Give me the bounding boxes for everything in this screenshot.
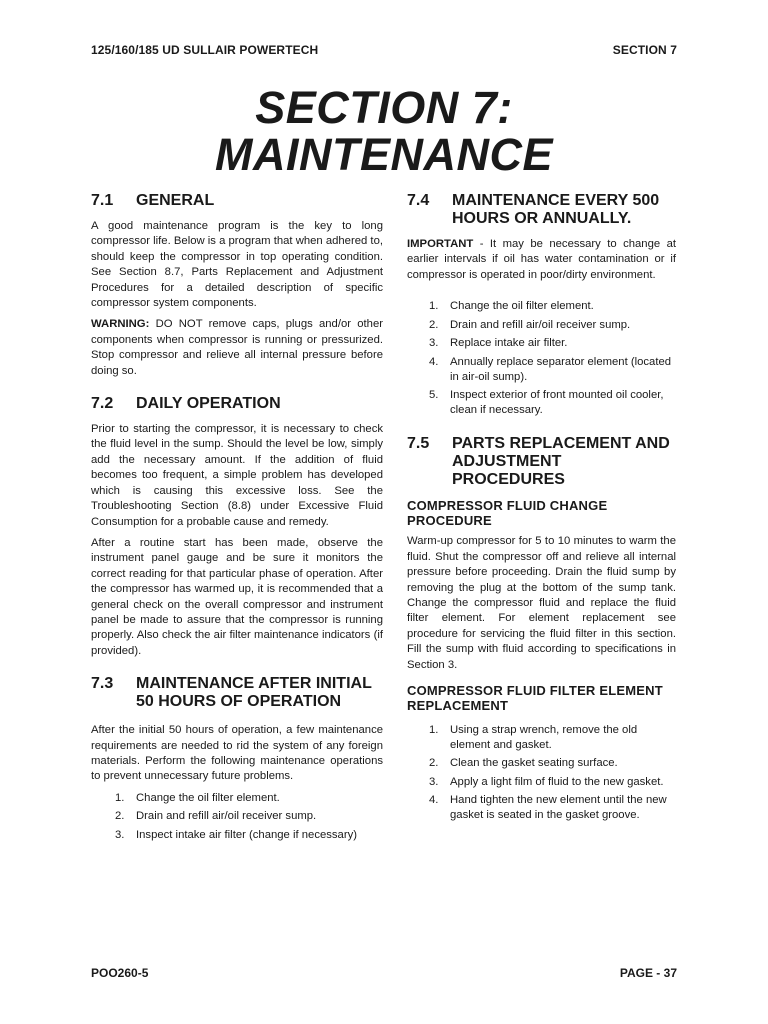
list-item <box>111 809 383 824</box>
list-item-number: 2. <box>115 810 125 823</box>
list-item <box>111 828 383 843</box>
important-label: IMPORTANT <box>407 238 474 250</box>
section-7-3 <box>91 675 383 842</box>
section-heading <box>91 675 383 711</box>
paragraph: After a routine start has been made, observe the instrument panel gauge and be sure it monitors the correct reading for that particular phase of operation. After the compressor has warmed up, it is recommended that a general check on the overall compressor and instrument panel be made to assure that the compressor is running properly. Also check the air filter maintenance indicators (if provided). <box>91 536 383 657</box>
list-item <box>425 355 676 384</box>
list-item-number: 3. <box>429 337 439 350</box>
list-item <box>425 318 676 333</box>
left-column <box>91 192 383 847</box>
page-title-line2: MAINTENANCE <box>215 129 553 180</box>
list-item-text: Drain and refill air/oil receiver sump. <box>136 810 317 823</box>
section-7-1 <box>91 192 383 379</box>
section-7-5 <box>407 435 676 822</box>
list-item <box>425 388 676 417</box>
list-item <box>425 336 676 351</box>
list-item-text: Drain and refill air/oil receiver sump. <box>450 318 631 331</box>
list-item-number: 5. <box>429 389 439 402</box>
footer-page-number: PAGE - 37 <box>619 966 677 980</box>
list-item-number: 1. <box>429 300 439 313</box>
section-heading <box>91 395 383 413</box>
right-column <box>407 192 676 827</box>
page-title <box>0 84 768 178</box>
paragraph: Warm-up compressor for 5 to 10 minutes to warm the fluid. Shut the compressor off and relieve all internal pressure before proceeding. Drain the fluid sump by removing the plug at the bottom of the sump tank. Change the compressor fluid and replace the fluid filter element. For element replacement see procedure for servicing the fluid filter in this section. Fill the sump with fluid according to specifications in Section 3. <box>407 535 676 671</box>
paragraph: Prior to starting the compressor, it is necessary to check the fluid level in the sump. Should the level be low, simply add the necessary amount. If the addition of fluid becomes too frequent, a simple problem has developed which is causing this excessive loss. See the Troubleshooting Section (8.8) under Excessive Fluid Consumption for a probable cause and remedy. <box>91 423 383 528</box>
section-heading <box>407 192 676 228</box>
list-item <box>425 756 676 771</box>
important-paragraph <box>407 237 676 283</box>
warning-label: WARNING: <box>91 318 150 331</box>
section-title: DAILY OPERATION <box>136 395 281 413</box>
section-number: 7.3 <box>91 675 114 693</box>
important-text: - It may be necessary to change at earlier intervals if oil has water contamination or if compressor is operated in poor/dirty environment. <box>407 238 676 281</box>
list-item-text: Using a strap wrench, remove the old element and gasket. <box>450 724 638 751</box>
warning-text: DO NOT remove caps, plugs and/or other components when compressor is running or pressurized. Stop compressor and relieve all internal pressure before doing so. <box>91 318 383 377</box>
list-item-number: 3. <box>429 775 439 788</box>
section-title: MAINTENANCE AFTER INITIAL 50 HOURS OF OPERATION <box>136 675 372 711</box>
section-7-4 <box>407 192 676 417</box>
list-item-text: Annually replace separator element (located in air-oil sump). <box>450 356 672 383</box>
section-heading <box>407 435 676 489</box>
section-title: GENERAL <box>136 192 215 209</box>
footer-document-code: POO260-5 <box>91 966 149 980</box>
subsection-title-filter-replacement: COMPRESSOR FLUID FILTER ELEMENT REPLACEMENT <box>407 683 663 714</box>
header-section-label: SECTION 7 <box>612 43 677 57</box>
list-item-text: Inspect exterior of front mounted oil cooler, clean if necessary. <box>450 389 664 416</box>
list-item-text: Change the oil filter element. <box>450 300 594 313</box>
list-item <box>425 299 676 314</box>
section-number: 7.4 <box>407 192 430 209</box>
paragraph: A good maintenance program is the key to long compressor life. Below is a program that when adhered to, should keep the compressor in top operating condition. See Section 8.7, Parts Replacement and Adjustment Procedures for a detailed description of specific compressor system components. <box>91 220 383 310</box>
section-title: PARTS REPLACEMENT AND ADJUSTMENT PROCEDURES <box>452 435 670 489</box>
filter-replacement-steps <box>425 723 676 823</box>
list-item <box>425 775 676 790</box>
warning-paragraph <box>91 317 383 379</box>
list-item-text: Apply a light film of fluid to the new gasket. <box>450 775 664 788</box>
subsection-title-fluid-change: COMPRESSOR FLUID CHANGE PROCEDURE <box>407 498 608 529</box>
list-item-number: 2. <box>429 318 439 331</box>
header-manual-title: 125/160/185 UD SULLAIR POWERTECH <box>91 43 319 57</box>
section-7-2 <box>91 395 383 659</box>
list-item-text: Inspect intake air filter (change if necessary) <box>136 828 358 841</box>
page-title-line1: SECTION 7: <box>255 82 513 133</box>
list-item-number: 3. <box>115 828 125 841</box>
list-item-number: 1. <box>429 724 439 737</box>
list-item <box>425 723 676 752</box>
list-item-number: 4. <box>429 794 439 807</box>
section-number: 7.5 <box>407 435 430 453</box>
list-item-number: 4. <box>429 356 439 368</box>
maintenance-list-500h <box>425 299 676 417</box>
list-item <box>425 793 676 822</box>
list-item-number: 1. <box>115 791 125 804</box>
paragraph: After the initial 50 hours of operation, a few maintenance requirements are needed to rid the system of any foreign materials. Perform the following maintenance operations to prevent unnecessary future problems. <box>91 724 383 783</box>
list-item-text: Clean the gasket seating surface. <box>450 757 618 770</box>
section-title: MAINTENANCE EVERY 500 HOURS OR ANNUALLY. <box>452 192 660 227</box>
list-item-text: Replace intake air filter. <box>450 337 568 350</box>
list-item <box>111 791 383 806</box>
list-item-number: 2. <box>429 757 439 770</box>
section-heading <box>91 192 383 210</box>
maintenance-list-50h <box>111 791 383 843</box>
list-item-text: Change the oil filter element. <box>136 791 280 804</box>
section-number: 7.1 <box>91 192 114 209</box>
section-number: 7.2 <box>91 395 114 413</box>
list-item-text: Hand tighten the new element until the new gasket is seated in the gasket groove. <box>450 794 667 821</box>
